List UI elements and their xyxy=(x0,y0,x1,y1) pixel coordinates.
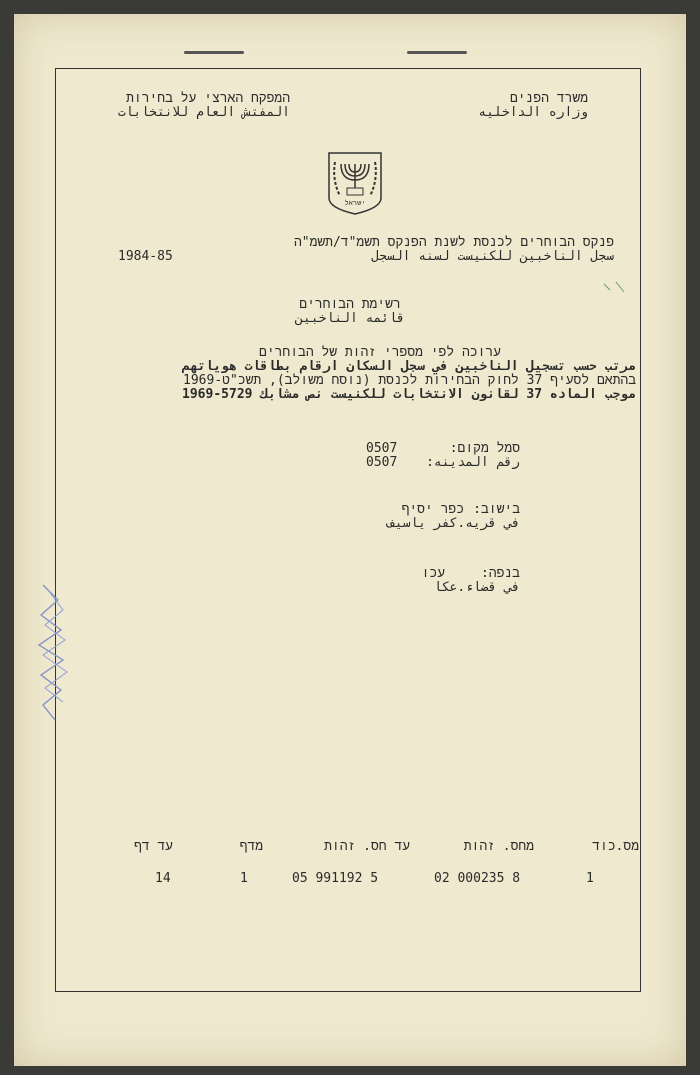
header-to-id: עד חס. זהות xyxy=(324,839,410,854)
state-emblem-icon xyxy=(326,150,384,216)
supervisor-arabic: المفتش العام للانتخابات xyxy=(117,105,290,120)
district-value-hebrew: עכו xyxy=(421,566,445,581)
header-code-number: מס.כוד xyxy=(592,839,639,854)
value-code-number: 1 xyxy=(586,871,594,886)
check-mark-icon xyxy=(600,278,630,298)
value-to-page: 14 xyxy=(155,871,171,886)
staple xyxy=(184,51,244,54)
description-line: موجب الماده 37 لقانون الانتخابات للكنيست نص مشابك 5729-1969 xyxy=(182,387,636,402)
locality-label-hebrew: בישוב: xyxy=(473,502,520,517)
svg-text:ישראל: ישראל xyxy=(344,199,366,207)
header-to-page: עד דף xyxy=(133,839,173,854)
description-line: בהתאם לסעיף 37 לחוק הבחירות לכנסת (נוסח משולב), תשכ"ט-1969 xyxy=(183,373,636,388)
value-to-id: 05 991192 5 xyxy=(292,871,379,886)
header-from-id: מחס. זהות xyxy=(463,839,534,854)
register-title-arabic: سجل الناخبين للكنيست لسنه السجل xyxy=(371,249,614,264)
place-code-label-hebrew: סמל מקום: xyxy=(449,441,520,456)
district-label-hebrew: בנפה: xyxy=(480,566,520,581)
register-year: 1984-85 xyxy=(118,249,173,264)
ministry-arabic: وزاره الداخليه xyxy=(478,105,588,120)
staple xyxy=(407,51,467,54)
header-from-page: מדף xyxy=(239,839,263,854)
voter-list-hebrew: רשימת הבוחרים xyxy=(299,297,401,312)
voter-list-arabic: قائمه الناخبين xyxy=(295,311,405,326)
place-code-value: 0507 xyxy=(366,441,398,456)
description-line: ערוכה לפי מספרי זהות של הבוחרים xyxy=(259,345,501,360)
locality-arabic: في قريه.كفر ياسيف xyxy=(386,516,520,531)
place-code-value: 0507 xyxy=(366,455,398,470)
ministry-hebrew: משרד הפנים xyxy=(509,91,588,106)
description-line: مرتب حسب تسجيل الناخبين في سجل السكان ارقام بطاقات هوياتهم xyxy=(182,359,636,374)
place-code-label-arabic: رقم المدينه: xyxy=(426,455,520,470)
supervisor-hebrew: המפקח הארצי על בחירות xyxy=(126,91,290,106)
pen-scribble xyxy=(33,580,73,730)
locality-value-hebrew: כפר יסיף xyxy=(401,502,464,517)
register-title-hebrew: פנקס הבוחרים לכנסת לשנת הפנקס תשמ"ד/תשמ"ה xyxy=(293,235,614,250)
value-from-page: 1 xyxy=(240,871,248,886)
value-from-id: 02 000235 8 xyxy=(434,871,521,886)
district-arabic: في قضاء.عكا xyxy=(433,580,520,595)
